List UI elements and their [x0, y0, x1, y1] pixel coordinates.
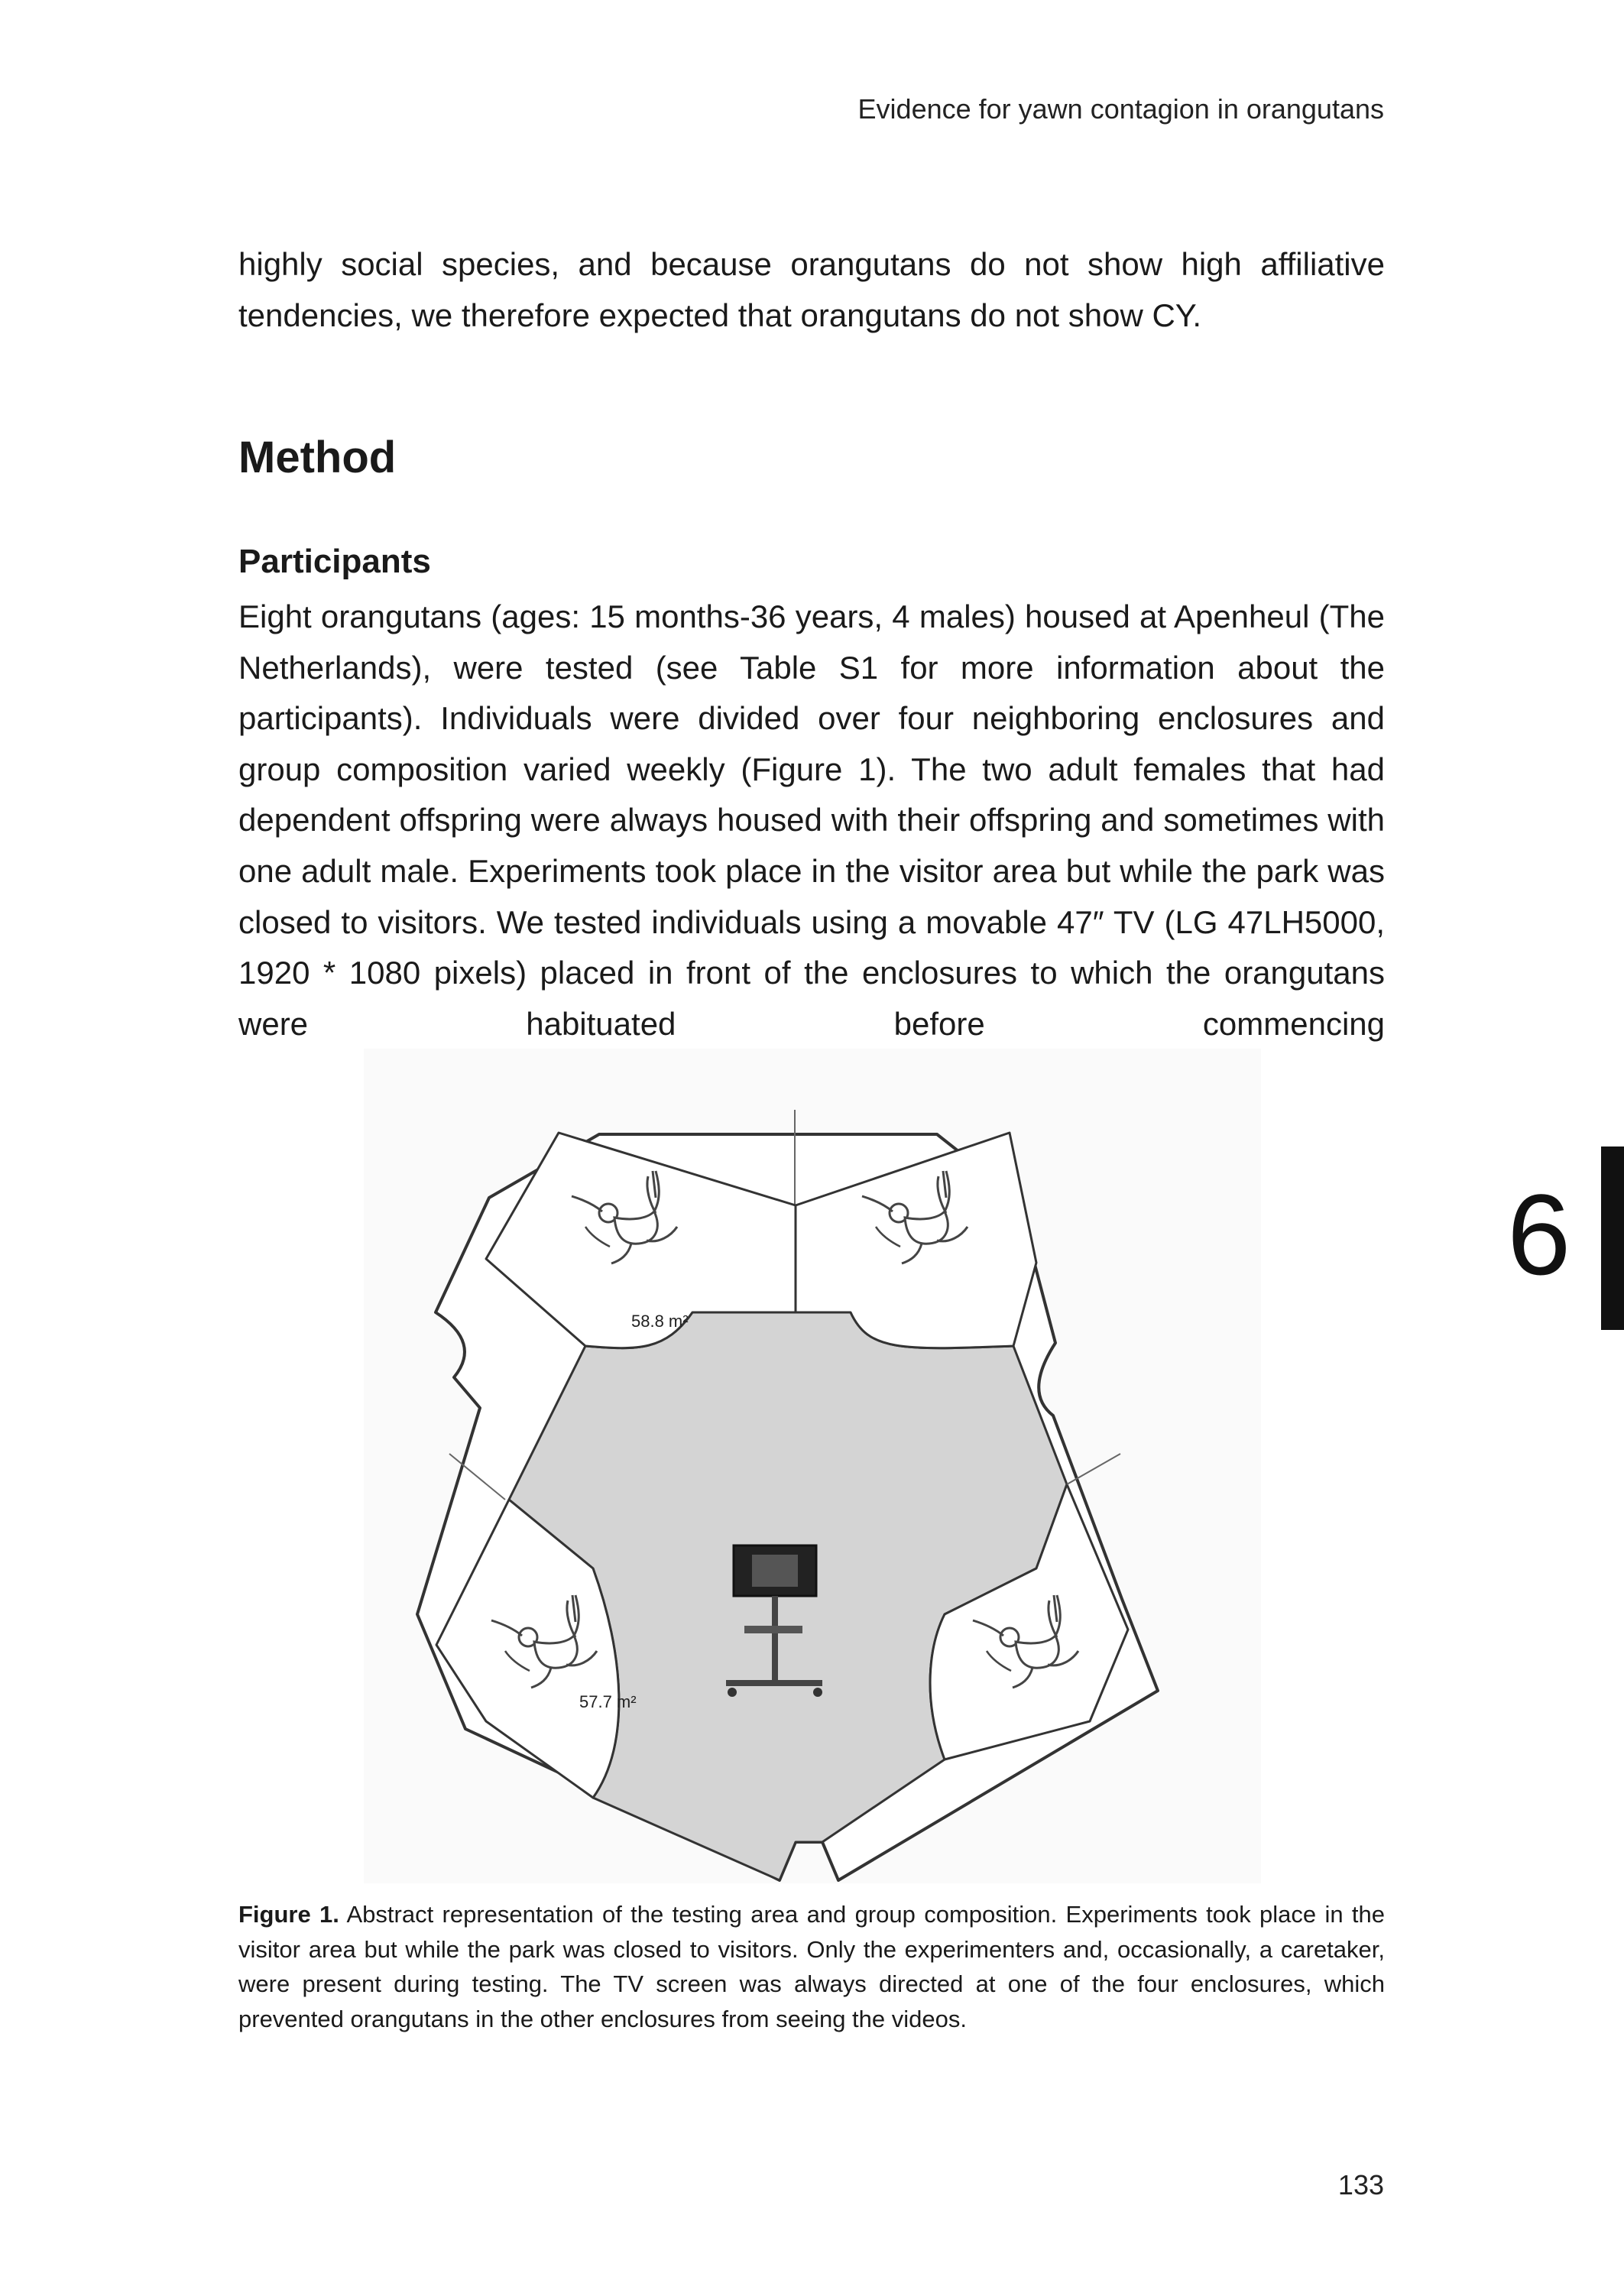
figure-caption — [238, 1897, 1385, 2036]
area-label-lower-left: 57.7 m² — [579, 1692, 637, 1711]
subsection-heading: Participants — [238, 543, 431, 580]
intro-paragraph: highly social species, and because orangutans do not show high affiliative tendencies, we therefore expected that orangutans do not show CY. — [238, 246, 1385, 333]
section-heading: Method — [238, 433, 397, 482]
running-head: Evidence for yawn contagion in orangutans — [857, 93, 1384, 125]
area-label-upper-left: 58.8 m² — [631, 1312, 689, 1331]
caption-label: Figure 1. — [238, 1901, 339, 1928]
chapter-tab — [1601, 1146, 1624, 1330]
figure-enclosure-diagram — [364, 1049, 1261, 1883]
enclosure-diagram-svg — [364, 1049, 1261, 1883]
participants-paragraph: Eight orangutans (ages: 15 months-36 years, 4 males) housed at Apenheul (The Netherlands), were tested (see Table S1 for more information about the participants). Individuals were divided over four neighboring enclosures and group composition varied weekly (Figure 1). The two adult females that had dependent offspring were always housed with their offspring and sometimes with one adult male. Experiments took place in the visitor area but while the park was closed to visitors. We tested individuals using a movable 47″ TV (LG 47LH5000, 1920 * 1080 pixels) placed in front of the enclosures to which the orangutans were habituated before commencing — [238, 598, 1385, 1042]
chapter-number: 6 — [1507, 1170, 1571, 1299]
caption-text: Abstract representation of the testing area and group composition. Experiments took place in the visitor area but while the park was closed to visitors. Only the experimenters and, occasionally, a caretaker, were present during testing. The TV screen was always directed at one of the four enclosures, which prevented orangutans in the other enclosures from seeing the videos. — [238, 1901, 1385, 2032]
page-number: 133 — [1337, 2169, 1384, 2201]
